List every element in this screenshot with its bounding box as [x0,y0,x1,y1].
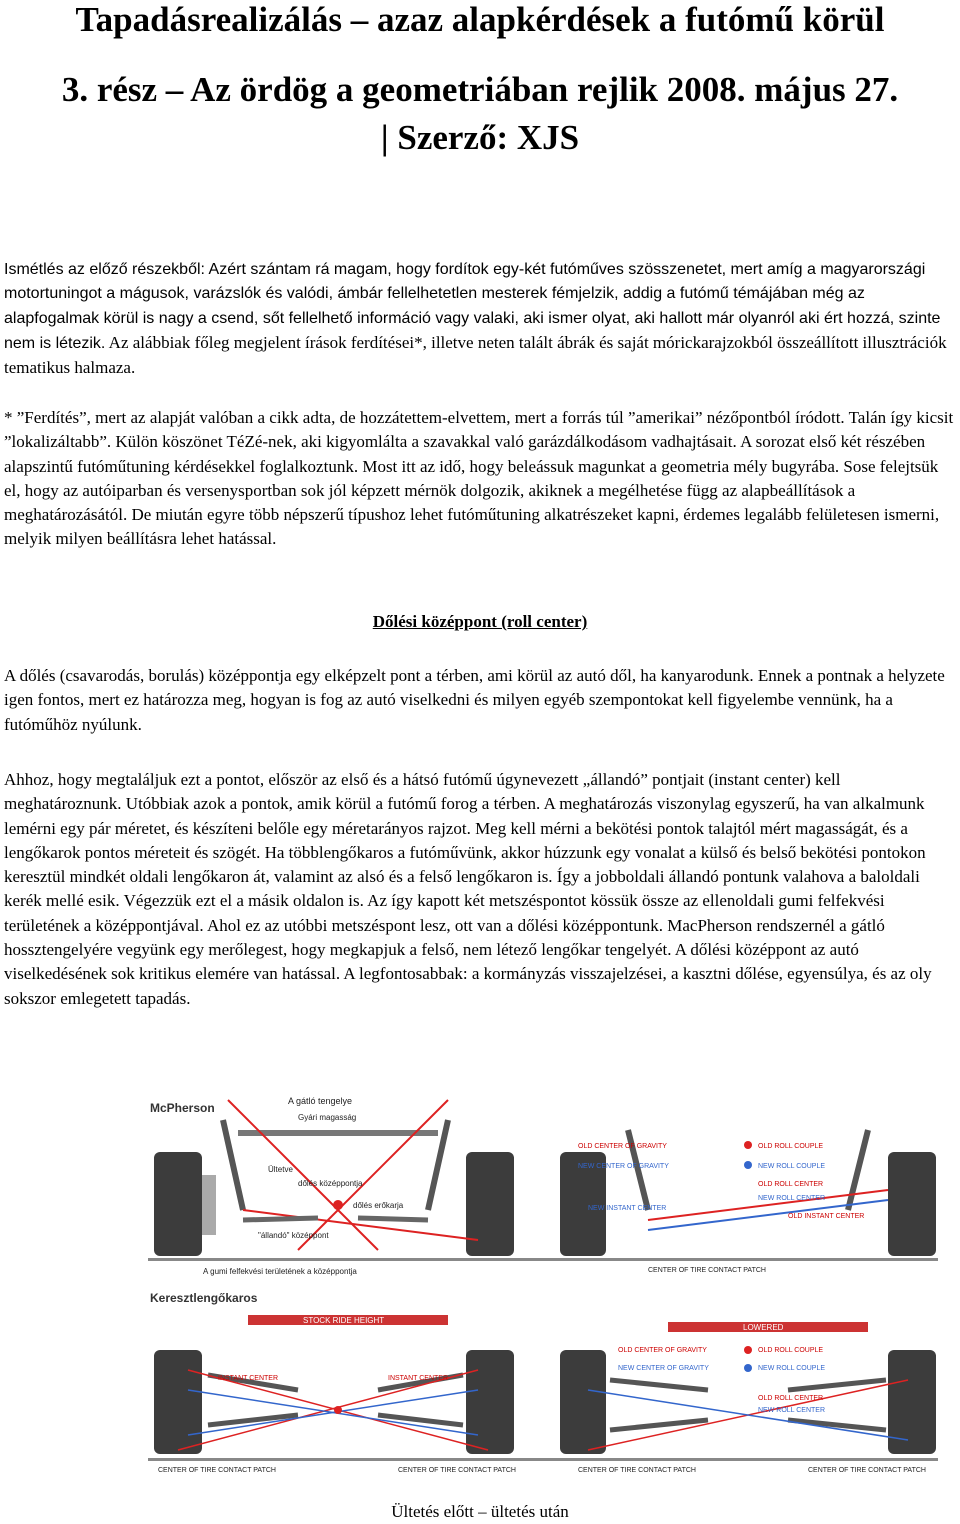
label-bottom-contact-patch-mid: CENTER OF TIRE CONTACT PATCH [398,1467,516,1474]
left-hub [202,1175,216,1235]
mcpherson-title: McPherson [150,1101,215,1115]
label-bottom-instant-center-right: INSTANT CENTER [388,1375,449,1382]
suspension-geometry-figure [148,1090,938,1480]
mcpherson-diagram [148,1096,938,1276]
roll-center-point [333,1200,343,1210]
article-subtitle: 3. rész – Az ördög a geometriában rejlik 2008. május 27. [61,70,899,109]
bottom-center-right-wheel [560,1350,606,1454]
intro-text-1: Ismétlés az előző részekből: Azért szántam rá magam, hogy fordítok egy-két futóműves szösszenetet, mert amíg a magyarországi motortuningot a mágusok, varázslók és valódi, ámbár fellelhetetlen mesterek fémjelzik, addig a futómű témájában még az alapfogalmak körül is nagy a csend, sőt fellelhető információ vagy valaki, aki ismer olyat, aki hallott már olyanról aki ért hozzá, szinte nem is létezik. [4,261,941,352]
label-new-cg: NEW CENTER OF GRAVITY [578,1163,669,1170]
label-old-roll-center: dőlés középpontja [298,1179,363,1188]
label-center-contact-patch-top: CENTER OF TIRE CONTACT PATCH [648,1267,766,1274]
label-lowered: Ültetve [268,1165,293,1174]
label-bottom-contact-patch-right: CENTER OF TIRE CONTACT PATCH [808,1467,926,1474]
figure-caption: Ültetés előtt – ültetés után [391,1502,569,1521]
label-bottom-old-roll-center: OLD ROLL CENTER [758,1395,824,1402]
label-strut-axis: A gátló tengelye [288,1096,353,1106]
bottom-old-cg-point [744,1346,752,1354]
new-cg-point [744,1161,752,1169]
article-author: | Szerző: XJS [380,118,580,157]
body-top [238,1130,438,1136]
bottom-new-cg-point [744,1364,752,1372]
left-construction-line [228,1100,378,1250]
label-roll-moment-arm: dőlés erőkarja [353,1201,404,1210]
upper-arm-2-left [610,1380,708,1390]
bottom-red-line-1 [178,1370,478,1450]
label-stock-ride-height: STOCK RIDE HEIGHT [303,1316,385,1325]
footnote-paragraph: * ”Ferdítés”, mert az alapját valóban a cikk adta, de hozzátettem-elvettem, mert a forrás túl ”amerikai” nézőpontból íródott. Talán így kicsit ”lokalizáltabb”. Külön köszönet TéZé-nek, aki kigyomlálta a szavakkal való garázdálkodásom vadhajtásait. A sorozat első két részében alapszintű futóműtuning kérdésekkel foglalkoztunk. Most itt az idő, hogy beleássuk magunkat a geometria mély bugyrába. Sose felejtsük el, hogy az autóiparban és versenysportban sok jól képzett mérnök dolgozik, akiknek a megélhetése függ az alapbeállítások a meghatározásától. De miután egyre több népszerű típushoz lehet futóműtuning alkatrészeket kapni, érdemes legalább felületesen ismerni, melyik milyen beállításra lehet hatással. [4,408,954,549]
right-wheel [888,1152,936,1256]
label-bottom-instant-center-left: INSTANT CENTER [218,1375,279,1382]
right-lower-arm [358,1218,428,1220]
left-lower-arm [243,1218,318,1220]
label-new-roll-center-en: NEW ROLL CENTER [758,1195,826,1202]
section-heading: Dőlési középpont (roll center) [372,612,588,631]
label-old-roll-center-en: OLD ROLL CENTER [758,1181,824,1188]
intro-paragraph [4,258,958,381]
bottom-center-left-wheel [466,1350,514,1454]
right-panel-strut-2 [848,1130,868,1210]
ground-line-bottom [148,1458,938,1461]
label-old-roll-couple: OLD ROLL COUPLE [758,1143,824,1150]
label-instant-center: "állandó" középpont [258,1231,329,1240]
label-bottom-new-cg: NEW CENTER OF GRAVITY [618,1365,709,1372]
intro-text-2: Az alábbiak főleg megjelent írások ferdítései*, illetve neten talált ábrák és saját mórickarajzokból összeállított illusztrációk tematikus halmaza. [4,332,947,378]
old-cg-point [744,1141,752,1149]
label-bottom-old-roll-couple: OLD ROLL COUPLE [758,1347,824,1354]
definition-paragraph: A dőlés (csavarodás, borulás) középpontja egy elképzelt pont a térben, ami körül az autó dől, ha kanyarodunk. Ennek a pontnak a helyzete igen fontos, mert ez határozza meg, hogyan is fog az autó viselkedni és milyen egyéb szempontokat kell figyelembe vennünk, ha a futóműhöz nyúlunk. [4,666,945,734]
label-contact-patch: A gumi felfekvési területének a középpontja [203,1267,357,1276]
label-bottom-new-roll-center: NEW ROLL CENTER [758,1407,826,1414]
bottom-blue-line-3 [588,1390,908,1440]
bottom-roll-center [334,1406,342,1414]
right-panel-strut-1 [628,1130,648,1210]
article-title: Tapadásrealizálás – azaz alapkérdések a futómű körül [75,0,885,39]
left-wheel [154,1152,202,1256]
label-old-instant-center: OLD INSTANT CENTER [788,1213,865,1220]
double-wishbone-title: Keresztlengőkaros [150,1291,258,1305]
ground-line [148,1258,938,1261]
label-new-instant-center: NEW INSTANT CENTER [588,1205,667,1212]
label-bottom-contact-patch-mid2: CENTER OF TIRE CONTACT PATCH [578,1467,696,1474]
label-old-cg: OLD CENTER OF GRAVITY [578,1143,667,1150]
label-bottom-old-cg: OLD CENTER OF GRAVITY [618,1347,707,1354]
bottom-left-wheel [154,1350,202,1454]
center-left-wheel [466,1152,514,1256]
label-new-roll-couple: NEW ROLL COUPLE [758,1163,826,1170]
label-lowered-en: LOWERED [743,1323,784,1332]
double-wishbone-diagram [148,1291,938,1474]
label-bottom-contact-patch-left: CENTER OF TIRE CONTACT PATCH [158,1467,276,1474]
label-factory-height: Gyári magasság [298,1113,357,1122]
label-bottom-new-roll-couple: NEW ROLL COUPLE [758,1365,826,1372]
method-paragraph: Ahhoz, hogy megtaláljuk ezt a pontot, először az első és a hátsó futómű úgynevezett „állandó” pontjait (instant center) kell meghatároznunk. Utóbbiak azok a pontok, amik körül a futómű forog a térben. A meghatározás viszonylag egyszerű, ha van alkalmunk lemérni egy pár méretet, és készíteni belőle egy méretarányos rajzot. Meg kell mérni a bekötési pontok talajtól mért magasságát, és a lengőkarok pontos méreteit és szögét. Ha többlengőkaros a futóművünk, akkor húzzunk egy vonalat a külső és belső bekötési pontokon keresztül mindkét oldali lengőkaron át, valamint az alsó és a felső lengőkaron is. Így a jobboldali állandó pontunk valahova a baloldali kerék mellé esik. Végezzük ezt el a másik oldalon is. Az így kapott két metszéspontot kössük össze az ellenoldali gumi felfekvési területének a középpontjával. Ahol ez az utóbbi metszéspont lesz, ott van a dőlési középpontunk. MacPherson rendszernél a gátló hossztengelyére vegyünk egy merőlegest, hogy megkapjuk a felső, nem létező lengőkar tengelyét. A dőlési középpont az autó viselkedésének sok kritikus elemére van hatással. A legfontosabbak: a kormányzás visszajelzései, a kasztni dőlése, egyensúlya, és az oly sokszor emlegetett tapadás. [4,770,932,1008]
lower-arm-2-left [610,1420,708,1430]
